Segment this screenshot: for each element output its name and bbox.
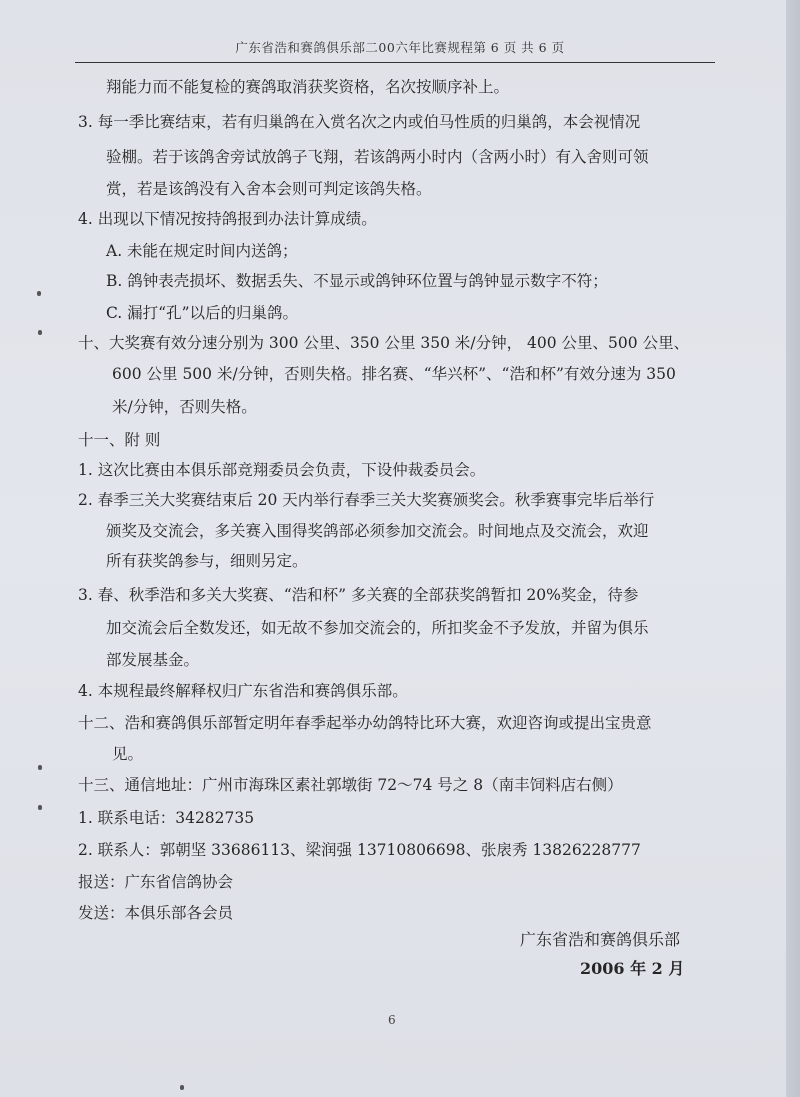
header-rule [75, 62, 715, 63]
body-line: 1. 联系电话：34282735 [78, 809, 255, 827]
signature-date: 2006 年 2 月 [580, 959, 685, 978]
section-heading: 十一、附 则 [78, 431, 161, 449]
body-line: 1. 这次比赛由本俱乐部竞翔委员会负责，下设仲裁委员会。 [78, 461, 486, 479]
running-header: 广东省浩和赛鸽俱乐部二00六年比赛规程第 6 页 共 6 页 [235, 40, 565, 55]
body-line: 报送：广东省信鸽协会 [78, 873, 234, 891]
body-line: 所有获奖鸽参与，细则另定。 [106, 552, 308, 570]
body-line: 十、大奖赛有效分速分别为 300 公里、350 公里 350 米/分钟， 400 公里、500 公里、 [78, 334, 690, 352]
body-line: 2. 联系人：郭朝坚 33686113、梁润强 13710806698、张扆秀 13826228777 [78, 841, 641, 859]
body-line: 部发展基金。 [106, 651, 200, 669]
body-line: 加交流会后全数发还，如无故不参加交流会的，所扣奖金不予发放，并留为俱乐 [106, 619, 649, 637]
page-number: 6 [388, 1013, 396, 1027]
body-line: C. 漏打“孔”以后的归巢鸽。 [106, 304, 299, 322]
body-line: 颁奖及交流会，多关赛入围得奖鸽部必须参加交流会。时间地点及交流会，欢迎 [106, 522, 649, 540]
body-line: 4. 本规程最终解释权归广东省浩和赛鸽俱乐部。 [78, 682, 408, 700]
punch-mark [38, 805, 42, 810]
body-line: 验棚。若于该鸽舍旁试放鸽子飞翔，若该鸽两小时内（含两小时）有入舍则可领 [106, 148, 649, 166]
body-line: 2. 春季三关大奖赛结束后 20 天内举行春季三关大奖赛颁奖会。秋季赛事完毕后举行 [78, 491, 655, 509]
body-line: 600 公里 500 米/分钟，否则失格。排名赛、“华兴杯”、“浩和杯”有效分速为 350 [112, 365, 676, 383]
body-line: B. 鸽钟表壳损坏、数据丢失、不显示或鸽钟环位置与鸽钟显示数字不符； [106, 272, 608, 290]
signature-organization: 广东省浩和赛鸽俱乐部 [520, 930, 681, 949]
punch-mark [38, 765, 42, 770]
body-line: 十二、浩和赛鸽俱乐部暂定明年春季起举办幼鸽特比环大赛，欢迎咨询或提出宝贵意 [78, 714, 652, 732]
body-line: 4. 出现以下情况按持鸽报到办法计算成绩。 [78, 210, 377, 228]
body-line: A. 未能在规定时间内送鸽； [106, 242, 298, 260]
body-line: 发送：本俱乐部各会员 [78, 904, 234, 922]
body-line: 米/分钟，否则失格。 [112, 398, 257, 416]
punch-mark [37, 291, 41, 296]
body-line: 3. 春、秋季浩和多关大奖赛、“浩和杯” 多关赛的全部获奖鸽暂扣 20%奖金，待参 [78, 586, 639, 604]
page-edge [786, 0, 800, 1097]
body-line: 翔能力而不能复检的赛鸽取消获奖资格，名次按顺序补上。 [106, 78, 510, 96]
body-line: 3. 每一季比赛结束，若有归巢鸽在入赏名次之内或伯马性质的归巢鸽，本会视情况 [78, 113, 641, 131]
body-line: 十三、通信地址：广州市海珠区素社郭墩街 72～74 号之 8（南丰饲料店右侧） [78, 776, 623, 794]
punch-mark [180, 1085, 184, 1090]
body-line: 赏，若是该鸽没有入舍本会则可判定该鸽失格。 [106, 180, 432, 198]
punch-mark [38, 330, 42, 335]
body-line: 见。 [112, 745, 144, 763]
